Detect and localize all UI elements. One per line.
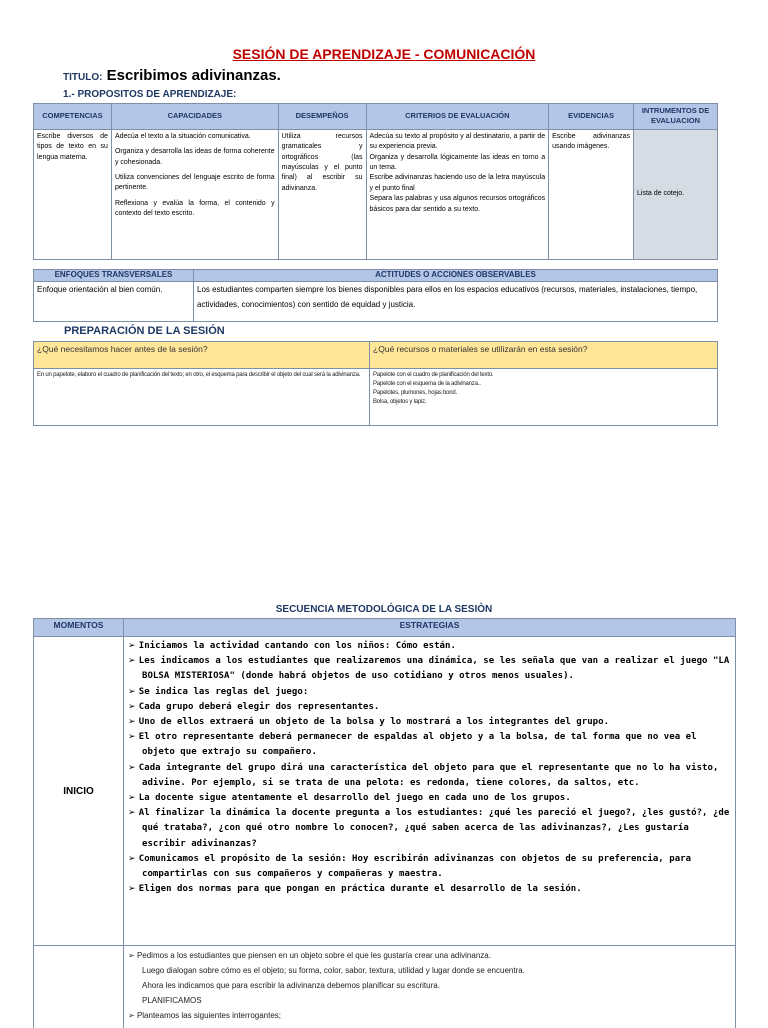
question-materials: ¿Qué recursos o materiales se utilizarán en esta sesión? [370, 342, 718, 369]
list-item: ➢ Eligen dos normas para que pongan en práctica durante el desarrollo de la sesión. [128, 882, 731, 897]
titulo-value: Escribimos adivinanzas. [107, 67, 281, 84]
purposes-table [33, 103, 718, 260]
cell-instrumentos: Lista de cotejo. [634, 129, 718, 259]
list-item: ➢ Iniciamos la actividad cantando con los niños: Cómo están. [128, 639, 731, 654]
section-heading-purposes: 1.- PROPOSITOS DE APRENDIZAJE: [63, 89, 236, 100]
list-item: Luego dialogan sobre cómo es el objeto; su forma, color, sabor, textura, utilidad y lugar donde se encuentra. [128, 963, 731, 978]
inicio-strategies [124, 637, 736, 946]
capacidad-item: Organiza y desarrolla las ideas de forma coherente y cohesionada. [115, 147, 275, 168]
list-item: ➢ El otro representante deberá permanecer de espaldas al objeto y a la bolsa, de tal forma que no vea el objeto que extrajo su compañero. [128, 730, 731, 760]
cell-actitudes: Los estudiantes comparten siempre los bienes disponibles para ellos en los espacios educativos (recursos, materiales, instalaciones, tiempo, actividades, conocimientos) con sentido de equidad y justicia. [194, 282, 718, 322]
header-instrumentos: INTRUMENTOS DE EVALUACION [634, 104, 718, 130]
desarrollo-list [128, 948, 731, 1023]
header-enfoques: ENFOQUES TRANSVERSALES [34, 270, 194, 282]
list-item: ➢ Cada integrante del grupo dirá una característica del objeto para que el representante que no lo ha visto, adivine. Por ejemplo, si se trata de una pelota: es redonda, tiene colores, da saltos, etc. [128, 761, 731, 791]
header-competencias: COMPETENCIAS [34, 104, 112, 130]
list-item: ➢ Comunicamos el propósito de la sesión: Hoy escribirán adivinanzas con objetos de su preferencia, para compartirlas con sus compañeros y compañeras y maestra. [128, 852, 731, 882]
cell-evidencias: Escribe adivinanzas usando imágenes. [549, 129, 634, 259]
session-title [63, 67, 281, 84]
list-item: PLANIFICAMOS [128, 993, 731, 1008]
header-estrategias: ESTRATEGIAS [124, 619, 736, 637]
criterio-item: Separa las palabras y usa algunos recursos ortográficos básicos para dar sentido a su texto. [370, 194, 546, 215]
material-item: Papelote con el esquema de la adivinanza.. [373, 380, 714, 389]
capacidad-item: Reflexiona y evalúa la forma, el contenido y contexto del texto escrito. [115, 199, 275, 220]
criterio-item: Escribe adivinanzas haciendo uso de la letra mayúscula y el punto final [370, 173, 546, 194]
header-criterios: CRITERIOS DE EVALUACIÓN [366, 104, 549, 130]
header-capacidades: CAPACIDADES [111, 104, 278, 130]
cell-enfoque: Enfoque orientación al bien común. [34, 282, 194, 322]
list-item: ➢ Les indicamos a los estudiantes que realizaremos una dinámica, se les señala que van a realizar el juego "LA BOLSA MISTERIOSA" (donde habrá objetos de uso cotidiano y otros menos usuales). [128, 654, 731, 684]
list-item: ➢ Pedimos a los estudiantes que piensen en un objeto sobre el que les gustaría crear una adivinanza. [128, 948, 731, 963]
cell-competencias: Escribe diversos de tipos de texto en su lengua materna. [34, 129, 112, 259]
list-item: ➢ Se indica las reglas del juego: [128, 685, 731, 700]
list-item: ➢ Uno de ellos extraerá un objeto de la bolsa y lo mostrará a los integrantes del grupo. [128, 715, 731, 730]
header-desempenos: DESEMPEÑOS [278, 104, 366, 130]
enfoques-table [33, 269, 718, 322]
capacidad-item: Utiliza convenciones del lenguaje escrito de forma pertinente. [115, 173, 275, 194]
criterio-item: Organiza y desarrolla lógicamente las ideas en torno a un tema. [370, 153, 546, 174]
secuencia-table [33, 618, 736, 1028]
list-item: ➢ La docente sigue atentamente el desarrollo del juego en cada uno de los grupos. [128, 791, 731, 806]
list-item: ➢ Al finalizar la dinámica la docente pregunta a los estudiantes: ¿qué les pareció el juego?, ¿les gustó?, ¿de qué trataba?, ¿con qué otro nombre lo conocen?, ¿qué saben acerca de las adivinanzas?, ¿Les gustaría escribir adivinanzas? [128, 806, 731, 852]
header-evidencias: EVIDENCIAS [549, 104, 634, 130]
list-item: Ahora les indicamos que para escribir la adivinanza debemos planificar su escritura. [128, 978, 731, 993]
section-heading-preparacion: PREPARACIÓN DE LA SESIÓN [64, 325, 225, 337]
material-item: Papelotes, plumones, hojas bond. [373, 389, 714, 398]
cell-capacidades [111, 129, 278, 259]
moment-desarrollo [34, 946, 124, 1028]
list-item: ➢ Planteamos las siguientes interrogantes; [128, 1008, 731, 1023]
question-before: ¿Qué necesitamos hacer antes de la sesión? [34, 342, 370, 369]
moment-inicio: INICIO [34, 637, 124, 946]
inicio-list [128, 639, 731, 897]
criterio-item: Adecúa su texto al propósito y al destinatario, a partir de su experiencia previa. [370, 132, 546, 153]
cell-desempenos: Utiliza recursos gramaticales y ortográficos (las mayúsculas y el punto final) al escribir su adivinanza. [278, 129, 366, 259]
material-item: Papelote con el cuadro de planificación del texto. [373, 371, 714, 380]
list-item: ➢ Cada grupo deberá elegir dos representantes. [128, 700, 731, 715]
header-actitudes: ACTITUDES O ACCIONES OBSERVABLES [194, 270, 718, 282]
header-momentos: MOMENTOS [34, 619, 124, 637]
cell-criterios [366, 129, 549, 259]
capacidad-item: Adecúa el texto a la situación comunicativa. [115, 132, 275, 142]
titulo-label: TITULO: [63, 72, 102, 83]
answer-before: En un papelote, elaboro el cuadro de planificación del texto; en otro, el esquema para describir el objeto del cual será la adivinanza. [34, 369, 370, 426]
preparacion-table [33, 341, 718, 426]
material-item: Bolsa, objetos y lapiz. [373, 398, 714, 407]
page-title: SESIÓN DE APRENDIZAJE - COMUNICACIÓN [0, 46, 768, 62]
answer-materials [370, 369, 718, 426]
desarrollo-strategies [124, 946, 736, 1028]
section-heading-secuencia: SECUENCIA METODOLÓGICA DE LA SESIÒN [0, 604, 768, 615]
